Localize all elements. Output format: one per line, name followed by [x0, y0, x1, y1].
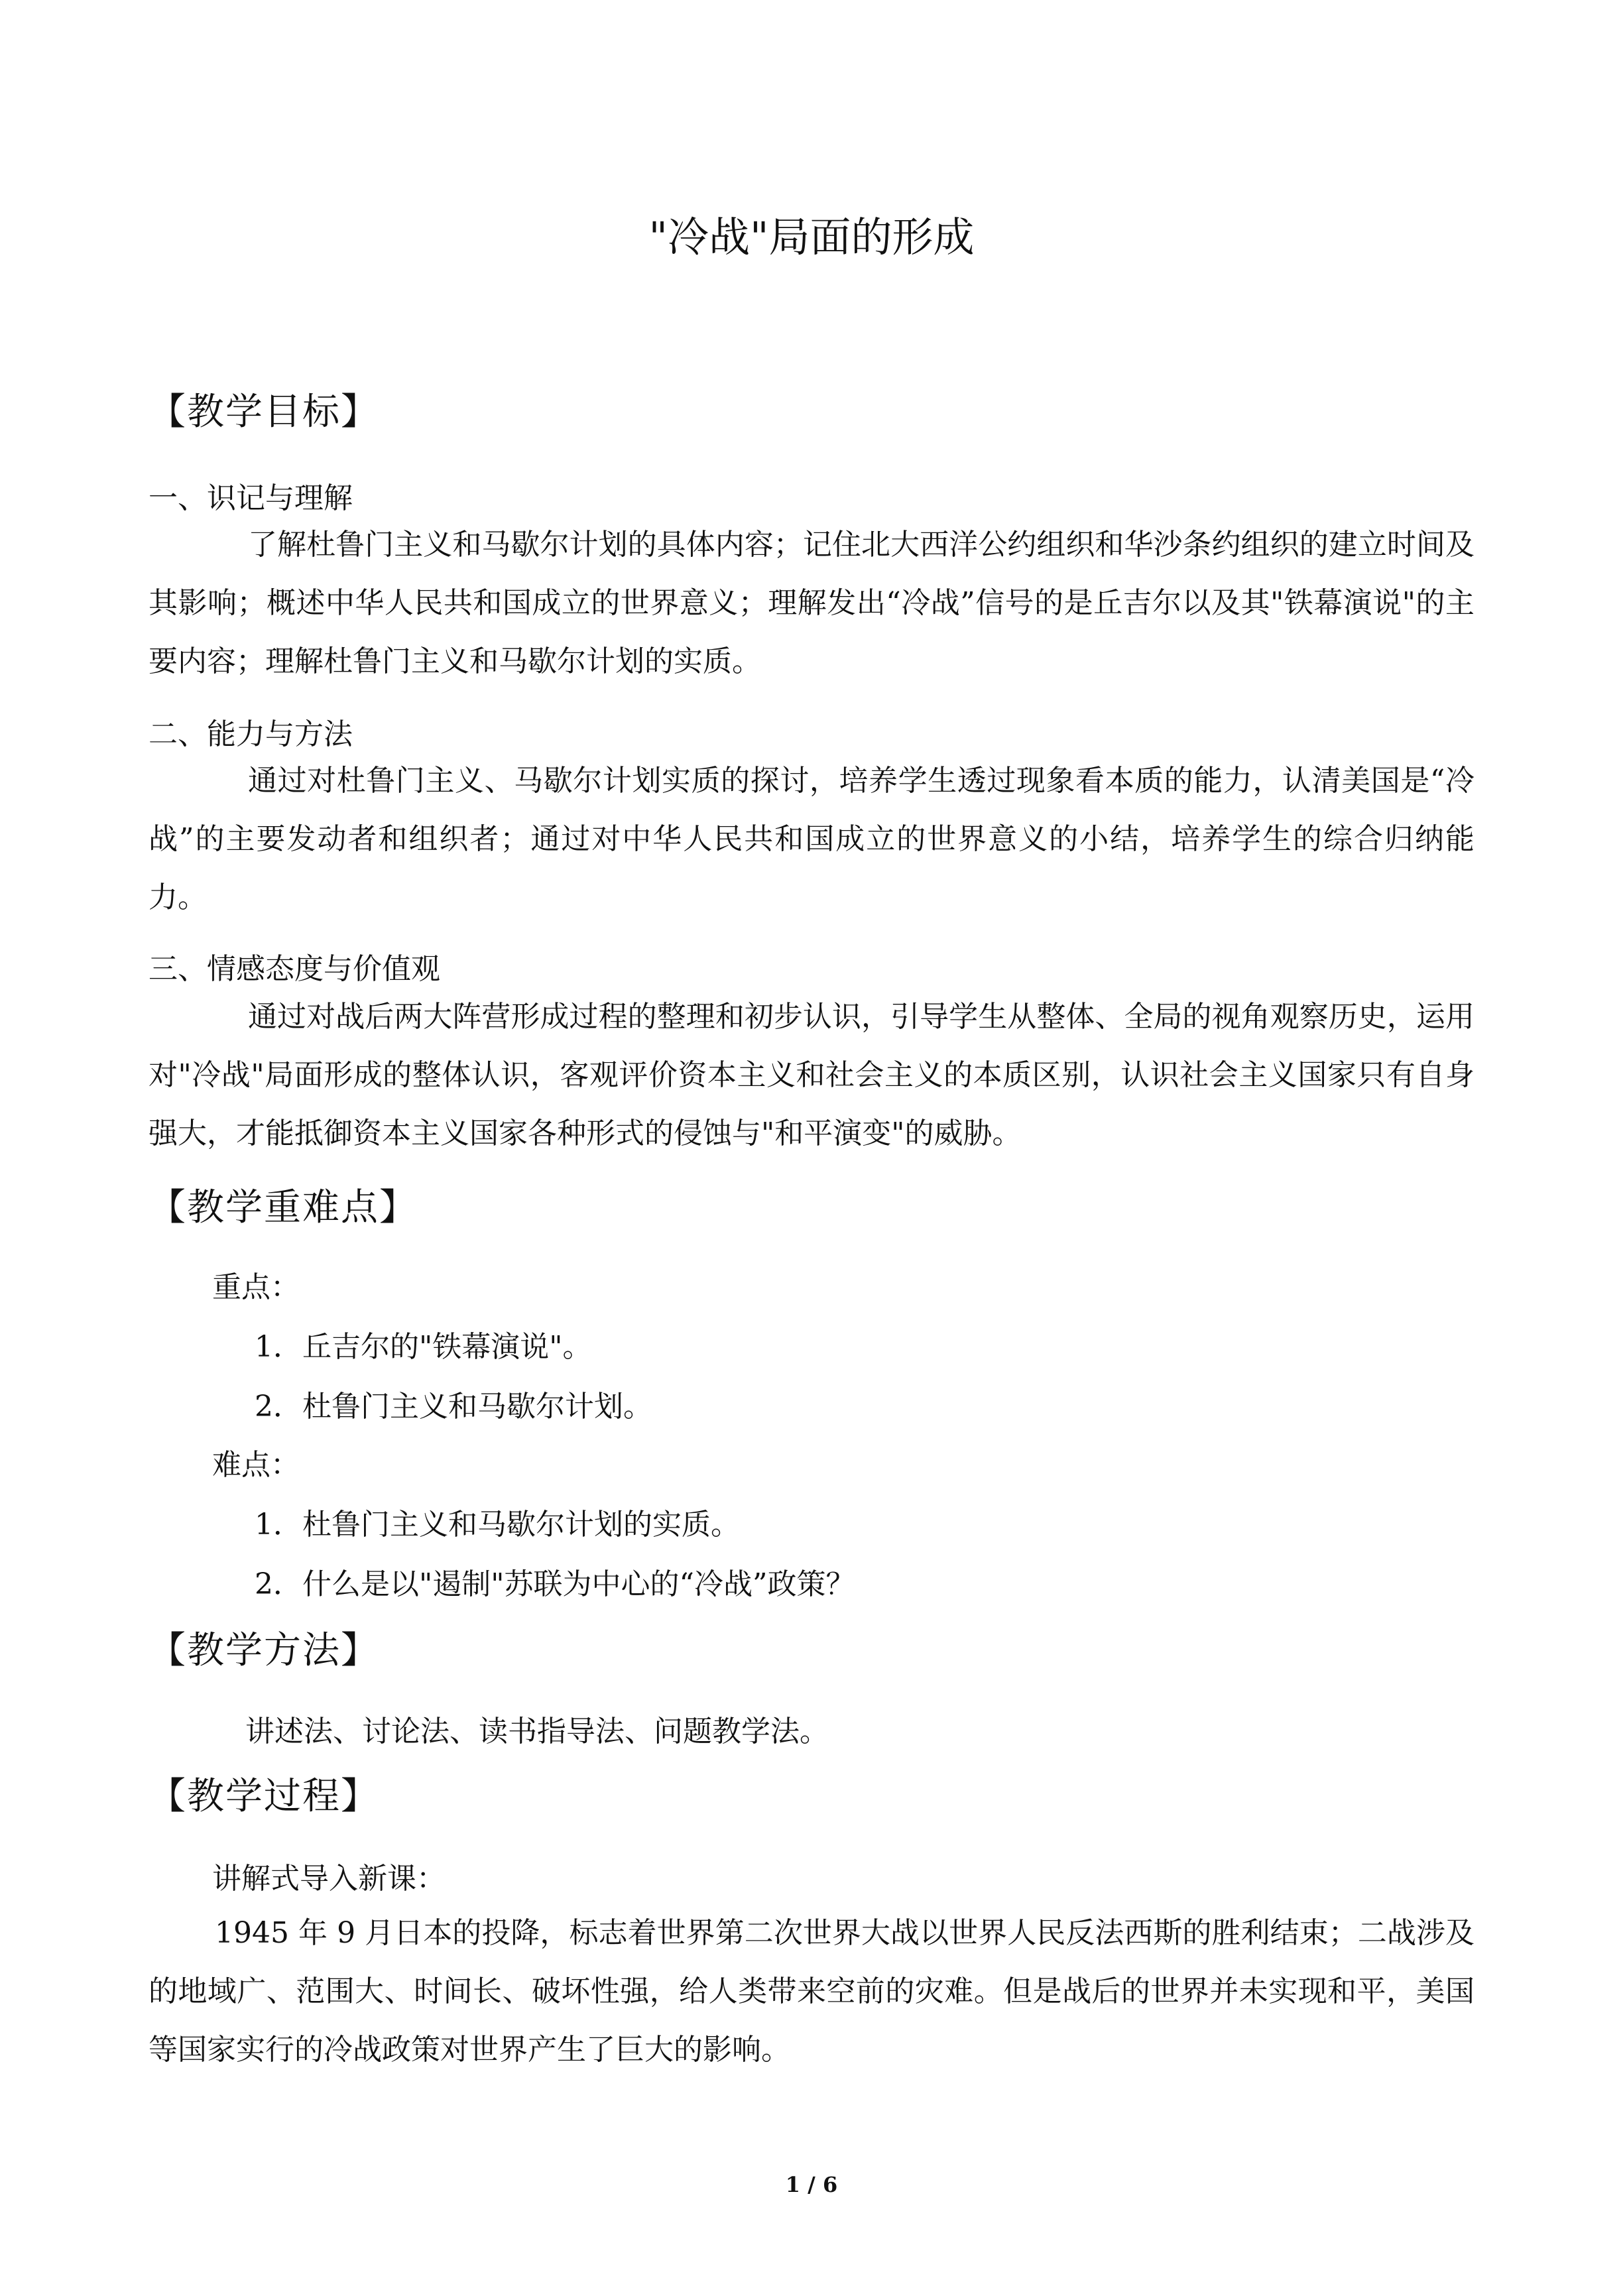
section-heading-key-points: 【教学重难点】 — [149, 1186, 418, 1229]
sub-heading-knowledge: 一、识记与理解 — [149, 481, 353, 515]
paragraph-ability: 通过对杜鲁门主义、马歇尔计划实质的探讨，培养学生透过现象看本质的能力，认清美国是“冷战”的主要发动者和组织者；通过对中华人民共和国成立的世界意义的小结，培养学生的综合归纳能力。 — [149, 764, 1474, 914]
paragraph-knowledge: 了解杜鲁门主义和马歇尔计划的具体内容；记住北大西洋公约组织和华沙条约组织的建立时间及其影响；概述中华人民共和国成立的世界意义；理解发出“冷战”信号的是丘吉尔以及其"铁幕演说"的主要内容；理解杜鲁门主义和马歇尔计划的实质。 — [149, 528, 1474, 678]
focus-item-1: 1．丘吉尔的"铁幕演说"。 — [255, 1330, 592, 1364]
paragraph-values: 通过对战后两大阵营形成过程的整理和初步认识，引导学生从整体、全局的视角观察历史，运用对"冷战"局面形成的整体认识，客观评价资本主义和社会主义的本质区别，认识社会主义国家只有自身强大，才能抵御资本主义国家各种形式的侵蚀与"和平演变"的威胁。 — [149, 1000, 1474, 1150]
sub-heading-ability: 二、能力与方法 — [149, 717, 353, 751]
difficulty-label: 难点： — [212, 1448, 300, 1482]
paragraph-process: 1945 年 9 月日本的投降，标志着世界第二次世界大战以世界人民反法西斯的胜利结束；二战涉及的地域广、范围大、时间长、破坏性强，给人类带来空前的灾难。但是战后的世界并未实现和平，美国等国家实行的冷战政策对世界产生了巨大的影响。 — [149, 1916, 1474, 2067]
document-title: "冷战"局面的形成 — [648, 213, 975, 261]
sub-heading-values: 三、情感态度与价值观 — [149, 952, 440, 986]
focus-label: 重点： — [212, 1270, 300, 1304]
section-heading-process: 【教学过程】 — [149, 1775, 379, 1818]
page-number: 1 / 6 — [785, 2172, 838, 2197]
difficulty-item-2: 2．什么是以"遏制"苏联为中心的“冷战”政策？ — [255, 1567, 855, 1601]
intro-label: 讲解式导入新课： — [212, 1862, 446, 1896]
section-heading-objectives: 【教学目标】 — [149, 391, 379, 434]
section-heading-methods: 【教学方法】 — [149, 1629, 379, 1672]
methods-text: 讲述法、讨论法、读书指导法、问题教学法。 — [245, 1715, 829, 1748]
focus-item-2: 2．杜鲁门主义和马歇尔计划。 — [255, 1390, 652, 1423]
difficulty-item-1: 1．杜鲁门主义和马歇尔计划的实质。 — [255, 1508, 740, 1541]
